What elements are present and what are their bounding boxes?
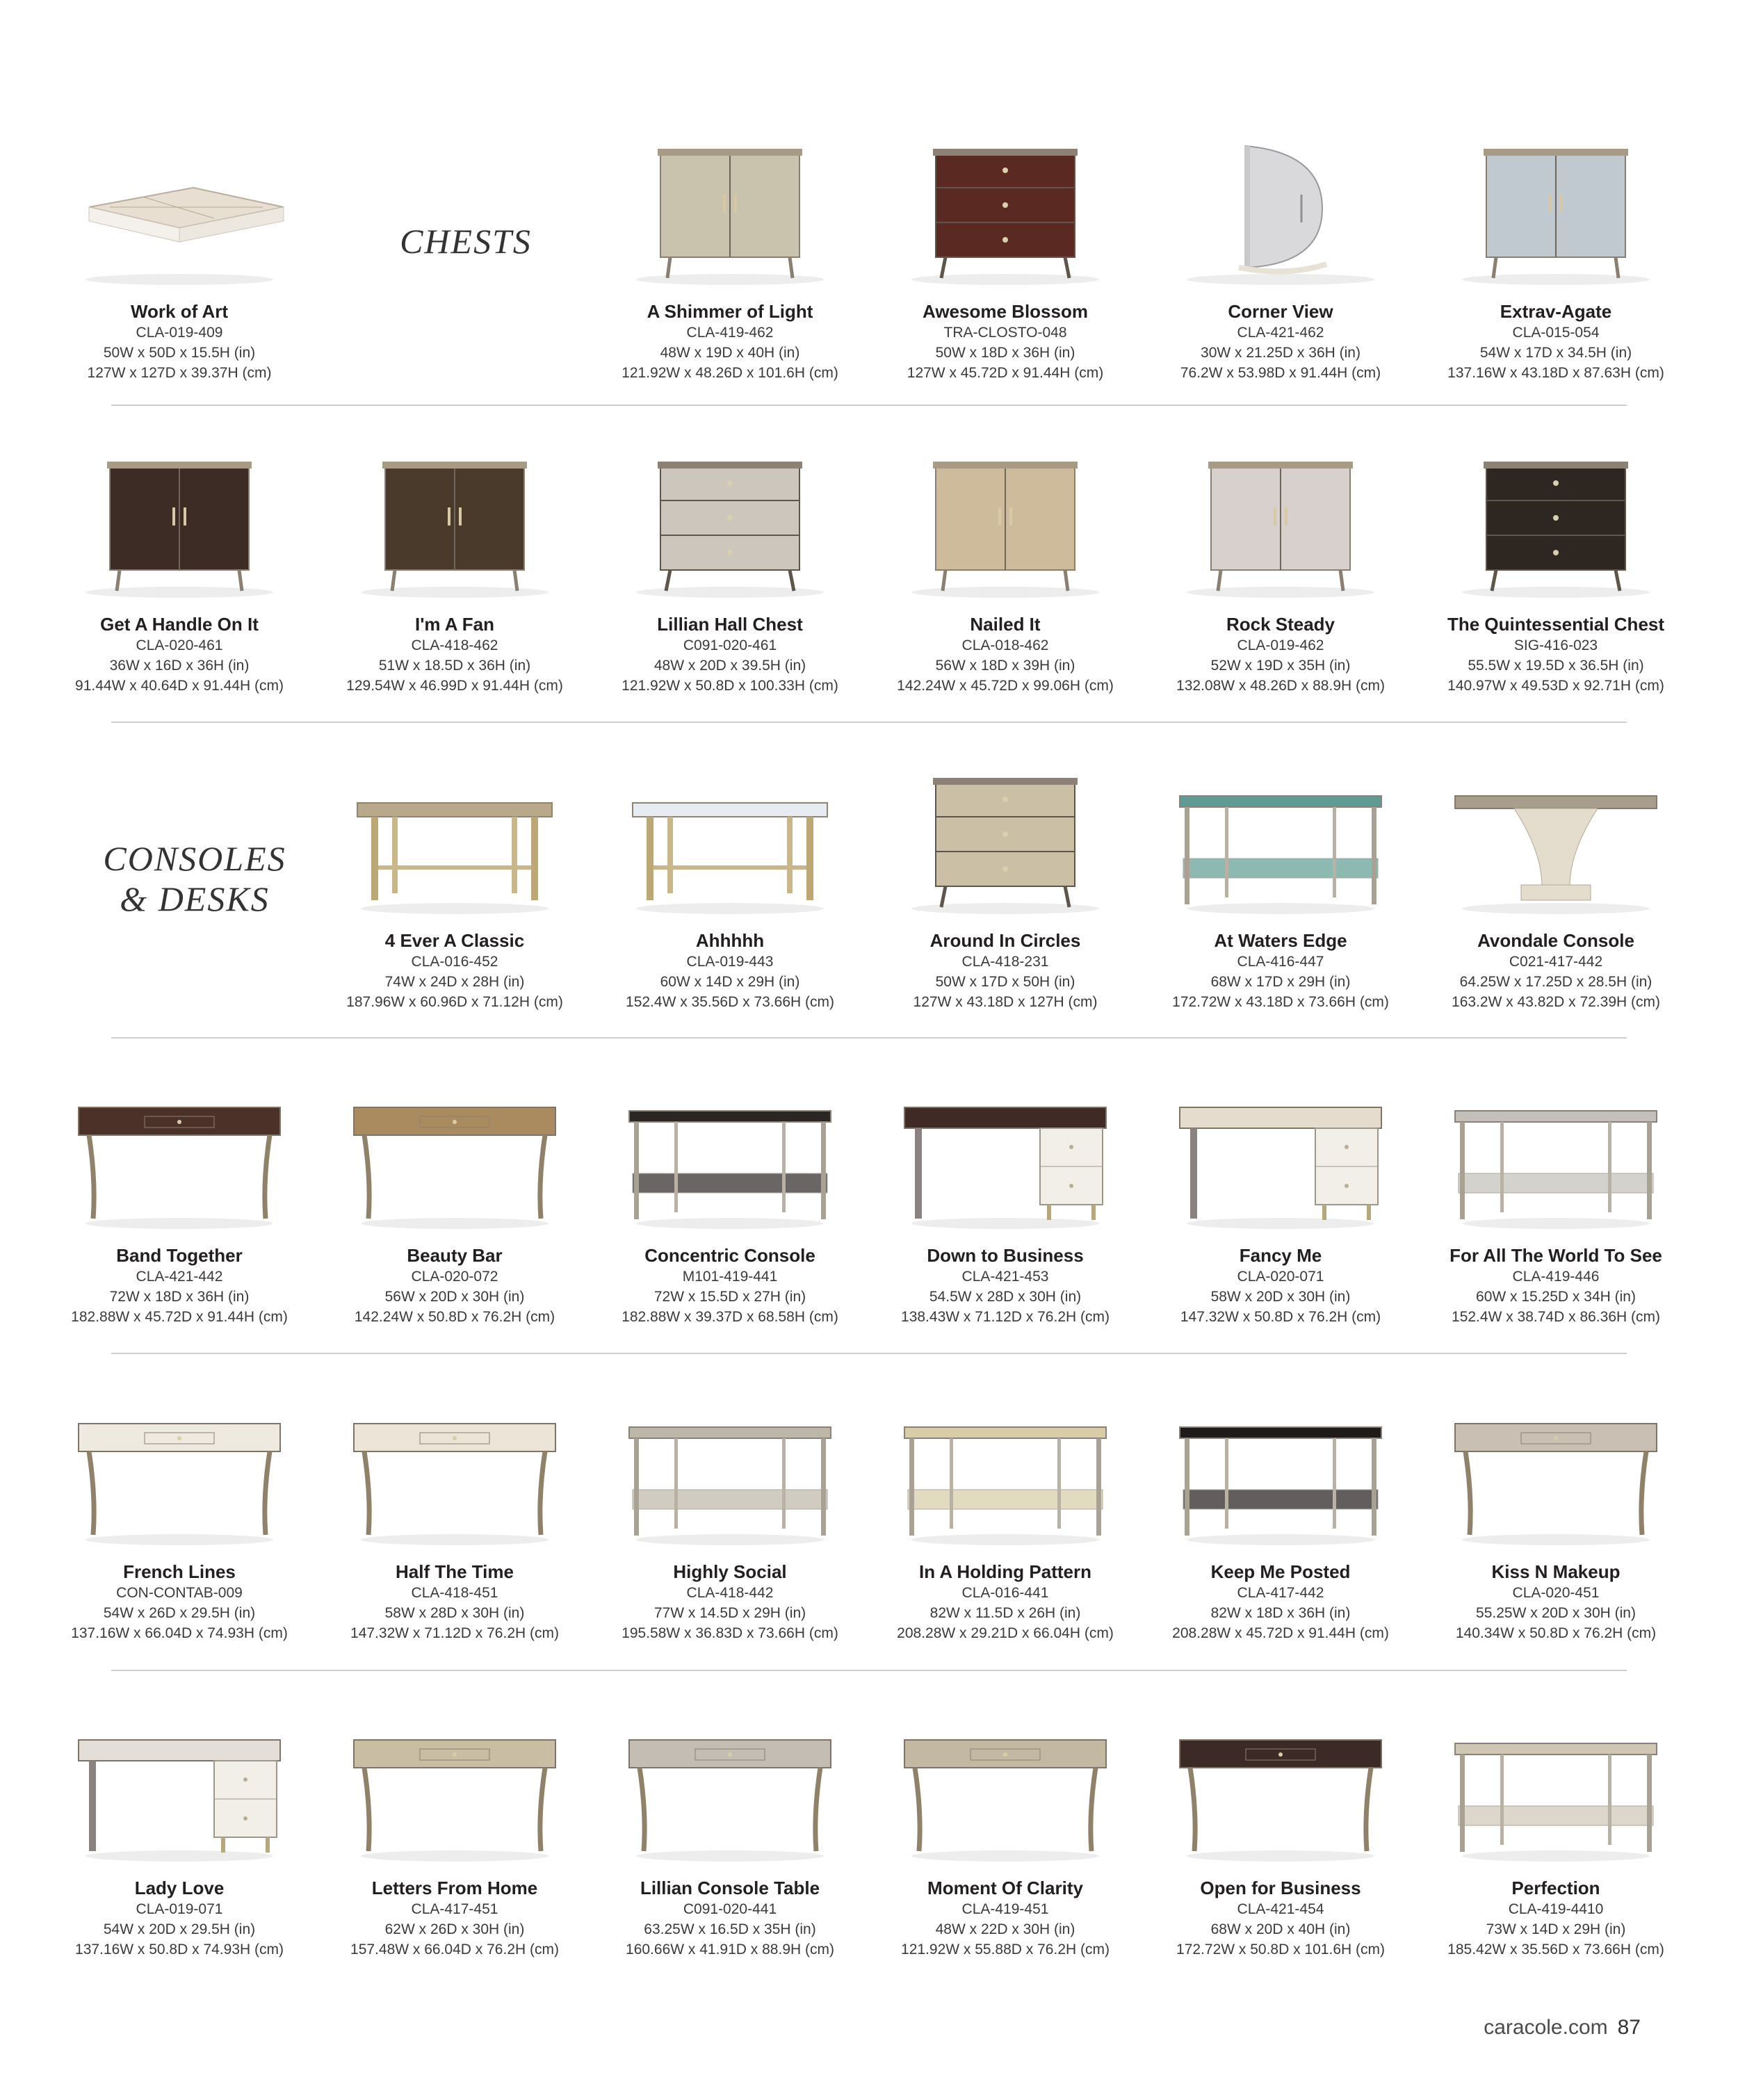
page-footer: [1484, 2016, 1641, 2040]
product-image[interactable]: [54, 431, 304, 612]
section-title-consoles-line2: & DESKS: [120, 879, 270, 918]
section-title-chests-text: CHESTS: [400, 222, 532, 261]
product-sku: CLA-421-442: [136, 1269, 223, 1285]
product-info: [1418, 929, 1694, 1012]
product-sku: CLA-016-452: [411, 954, 498, 970]
product-dimensions-cm: 182.88W x 39.37D x 68.58H (cm): [622, 1309, 838, 1325]
product-dimensions-in: 58W x 28D x 30H (in): [384, 1605, 525, 1621]
product-sku: CLA-020-072: [411, 1269, 498, 1285]
product-image[interactable]: [330, 747, 580, 928]
product-image[interactable]: [1431, 1378, 1681, 1559]
product-dimensions-cm: 208.28W x 45.72D x 91.44H (cm): [1172, 1625, 1389, 1641]
product-info: [868, 613, 1143, 696]
product-info: [592, 300, 868, 383]
product-info: [868, 1561, 1143, 1643]
product-image[interactable]: [880, 1695, 1130, 1875]
product-image[interactable]: [330, 1695, 580, 1875]
product-info: [1143, 1244, 1418, 1327]
product-card[interactable]: [592, 1695, 868, 2001]
product-dimensions-in: 82W x 18D x 36H (in): [1210, 1605, 1351, 1621]
product-card[interactable]: [1418, 1062, 1694, 1368]
section-title-chests: [355, 221, 577, 261]
product-info: [1143, 929, 1418, 1012]
product-image[interactable]: [605, 1378, 855, 1559]
product-dimensions-in: 60W x 15.25D x 34H (in): [1476, 1289, 1636, 1305]
product-name[interactable]: Letters From Home: [371, 1878, 538, 1898]
product-dimensions-in: 51W x 18.5D x 36H (in): [378, 658, 531, 674]
product-card[interactable]: [317, 1062, 592, 1368]
product-dimensions-cm: 127W x 43.18D x 127H (cm): [913, 994, 1098, 1010]
product-dimensions-in: 64.25W x 17.25D x 28.5H (in): [1459, 974, 1652, 990]
product-info: [1143, 613, 1418, 696]
product-info: [1143, 1877, 1418, 1960]
product-dimensions-cm: 152.4W x 35.56D x 73.66H (cm): [626, 994, 834, 1010]
product-info: [868, 1244, 1143, 1327]
product-info: [592, 1244, 868, 1327]
product-row: [42, 1062, 1696, 1368]
product-dimensions-cm: 91.44W x 40.64D x 91.44H (cm): [75, 678, 284, 694]
product-dimensions-cm: 195.58W x 36.83D x 73.66H (cm): [622, 1625, 838, 1641]
product-name[interactable]: Concentric Console: [644, 1245, 815, 1266]
product-sku: CLA-019-071: [136, 1901, 223, 1917]
product-name[interactable]: Lillian Console Table: [640, 1878, 820, 1898]
product-name[interactable]: A Shimmer of Light: [647, 301, 813, 322]
product-sku: CLA-419-462: [686, 325, 774, 341]
product-sku: CLA-018-462: [961, 637, 1049, 653]
product-card[interactable]: [317, 1378, 592, 1684]
product-name[interactable]: French Lines: [123, 1561, 236, 1582]
product-image[interactable]: [1431, 747, 1681, 928]
product-sku: CLA-019-409: [136, 325, 223, 341]
product-card[interactable]: [1418, 1378, 1694, 1684]
row-divider: [111, 1670, 1627, 1671]
product-image[interactable]: [605, 1695, 855, 1875]
product-dimensions-in: 55.5W x 19.5D x 36.5H (in): [1468, 658, 1644, 674]
product-sku: CLA-020-451: [1512, 1585, 1600, 1601]
product-dimensions-cm: 127W x 45.72D x 91.44H (cm): [907, 365, 1104, 381]
product-info: [592, 1561, 868, 1643]
product-card[interactable]: [1143, 747, 1418, 1053]
product-image[interactable]: [330, 1062, 580, 1243]
product-name[interactable]: For All The World To See: [1449, 1245, 1662, 1266]
product-dimensions-cm: 137.16W x 43.18D x 87.63H (cm): [1447, 365, 1664, 381]
product-dimensions-cm: 138.43W x 71.12D x 76.2H (cm): [901, 1309, 1110, 1325]
product-sku: CLA-418-462: [411, 637, 498, 653]
product-name[interactable]: Get A Handle On It: [100, 614, 259, 635]
product-name[interactable]: Extrav-Agate: [1500, 301, 1612, 322]
product-image[interactable]: [54, 1695, 304, 1875]
product-sku: SIG-416-023: [1513, 637, 1598, 653]
product-dimensions-cm: 137.16W x 66.04D x 74.93H (cm): [71, 1625, 288, 1641]
product-info: [592, 929, 868, 1012]
product-image[interactable]: [1431, 1695, 1681, 1875]
product-card[interactable]: [868, 118, 1143, 424]
product-image[interactable]: [1155, 431, 1406, 612]
product-dimensions-cm: 121.92W x 48.26D x 101.6H (cm): [622, 365, 838, 381]
product-card[interactable]: [868, 747, 1143, 1053]
product-sku: CLA-019-462: [1237, 637, 1324, 653]
product-card[interactable]: [42, 1695, 317, 2001]
product-name[interactable]: Corner View: [1228, 301, 1333, 322]
product-sku: CLA-016-441: [961, 1585, 1049, 1601]
product-image[interactable]: [880, 431, 1130, 612]
product-sku: CLA-419-451: [961, 1901, 1049, 1917]
product-dimensions-in: 54W x 26D x 29.5H (in): [103, 1605, 256, 1621]
product-dimensions-in: 63.25W x 16.5D x 35H (in): [644, 1921, 816, 1937]
product-image[interactable]: [880, 1062, 1130, 1243]
product-dimensions-cm: 147.32W x 50.8D x 76.2H (cm): [1180, 1309, 1381, 1325]
product-dimensions-cm: 163.2W x 43.82D x 72.39H (cm): [1452, 994, 1660, 1010]
product-dimensions-in: 54.5W x 28D x 30H (in): [929, 1289, 1082, 1305]
product-dimensions-in: 58W x 20D x 30H (in): [1210, 1289, 1351, 1305]
product-card[interactable]: [592, 747, 868, 1053]
product-dimensions-in: 50W x 18D x 36H (in): [935, 345, 1075, 361]
product-sku: CLA-417-451: [411, 1901, 498, 1917]
product-dimensions-cm: 140.34W x 50.8D x 76.2H (cm): [1455, 1625, 1657, 1641]
product-image[interactable]: [1155, 1695, 1406, 1875]
product-dimensions-cm: 121.92W x 55.88D x 76.2H (cm): [901, 1942, 1110, 1957]
section-title-consoles-line1: CONSOLES: [103, 839, 286, 878]
product-name[interactable]: Keep Me Posted: [1210, 1561, 1351, 1582]
product-image[interactable]: [1155, 118, 1406, 299]
product-image[interactable]: [605, 747, 855, 928]
product-dimensions-cm: 129.54W x 46.99D x 91.44H (cm): [346, 678, 563, 694]
product-row: [42, 431, 1696, 737]
product-name[interactable]: At Waters Edge: [1214, 930, 1347, 951]
product-sku: CLA-419-4410: [1508, 1901, 1604, 1917]
product-dimensions-cm: 132.08W x 48.26D x 88.9H (cm): [1176, 678, 1385, 694]
product-dimensions-in: 72W x 15.5D x 27H (in): [653, 1289, 806, 1305]
product-name[interactable]: Awesome Blossom: [923, 301, 1088, 322]
product-dimensions-cm: 140.97W x 49.53D x 92.71H (cm): [1447, 678, 1664, 694]
product-sku: CLA-020-071: [1237, 1269, 1324, 1285]
product-dimensions-in: 48W x 19D x 40H (in): [660, 345, 800, 361]
product-info: [317, 1561, 592, 1643]
product-card[interactable]: [42, 118, 317, 424]
product-card[interactable]: [1418, 118, 1694, 424]
product-dimensions-in: 50W x 17D x 50H (in): [935, 974, 1075, 990]
product-sku: CLA-416-447: [1237, 954, 1324, 970]
product-name[interactable]: 4 Ever A Classic: [384, 930, 525, 951]
product-name[interactable]: Around In Circles: [929, 930, 1081, 951]
product-name[interactable]: Open for Business: [1200, 1878, 1361, 1898]
product-image[interactable]: [1431, 1062, 1681, 1243]
product-dimensions-in: 48W x 22D x 30H (in): [935, 1921, 1075, 1937]
product-info: [1418, 300, 1694, 383]
product-dimensions-in: 48W x 20D x 39.5H (in): [653, 658, 806, 674]
product-info: [592, 613, 868, 696]
product-info: [317, 613, 592, 696]
product-info: [42, 613, 317, 696]
product-dimensions-cm: 208.28W x 29.21D x 66.04H (cm): [897, 1625, 1114, 1641]
product-dimensions-cm: 142.24W x 50.8D x 76.2H (cm): [354, 1309, 555, 1325]
product-sku: CLA-421-453: [961, 1269, 1049, 1285]
product-sku: CLA-019-443: [686, 954, 774, 970]
section-title-consoles-desks: [56, 838, 334, 919]
product-dimensions-cm: 76.2W x 53.98D x 91.44H (cm): [1180, 365, 1381, 381]
product-dimensions-in: 54W x 17D x 34.5H (in): [1479, 345, 1632, 361]
product-name[interactable]: Beauty Bar: [407, 1245, 503, 1266]
product-info: [42, 1561, 317, 1643]
product-row: [42, 1695, 1696, 2001]
product-name[interactable]: Ahhhhh: [695, 930, 765, 951]
row-divider: [111, 722, 1627, 723]
product-dimensions-in: 74W x 24D x 28H (in): [384, 974, 525, 990]
product-card[interactable]: [592, 118, 868, 424]
product-name[interactable]: Highly Social: [673, 1561, 787, 1582]
product-dimensions-cm: 152.4W x 38.74D x 86.36H (cm): [1452, 1309, 1660, 1325]
product-name[interactable]: Avondale Console: [1477, 930, 1634, 951]
product-dimensions-in: 50W x 50D x 15.5H (in): [103, 345, 256, 361]
product-dimensions-cm: 160.66W x 41.91D x 88.9H (cm): [626, 1942, 834, 1957]
product-dimensions-in: 30W x 21.25D x 36H (in): [1201, 345, 1361, 361]
product-name[interactable]: Lillian Hall Chest: [657, 614, 803, 635]
product-card[interactable]: [868, 1062, 1143, 1368]
product-name[interactable]: The Quintessential Chest: [1447, 614, 1665, 635]
product-info: [42, 1244, 317, 1327]
row-divider: [111, 1037, 1627, 1039]
product-info: [1418, 1877, 1694, 1960]
product-image[interactable]: [54, 1062, 304, 1243]
product-dimensions-cm: 185.42W x 35.56D x 73.66H (cm): [1447, 1942, 1664, 1957]
product-info: [1143, 300, 1418, 383]
product-card[interactable]: [1143, 118, 1418, 424]
product-image[interactable]: [1431, 118, 1681, 299]
product-card[interactable]: [592, 1378, 868, 1684]
footer-site[interactable]: caracole.com: [1484, 2016, 1608, 2039]
product-card[interactable]: [42, 1062, 317, 1368]
product-info: [868, 300, 1143, 383]
product-info: [317, 1244, 592, 1327]
product-image[interactable]: [54, 1378, 304, 1559]
product-sku: CON-CONTAB-009: [116, 1585, 243, 1601]
product-name[interactable]: Perfection: [1511, 1878, 1600, 1898]
product-card[interactable]: [868, 431, 1143, 737]
product-name[interactable]: Band Together: [116, 1245, 243, 1266]
product-sku: CLA-418-451: [411, 1585, 498, 1601]
product-dimensions-cm: 172.72W x 43.18D x 73.66H (cm): [1172, 994, 1389, 1010]
product-sku: M101-419-441: [682, 1269, 778, 1285]
product-name[interactable]: Rock Steady: [1226, 614, 1335, 635]
product-image[interactable]: [330, 1378, 580, 1559]
product-dimensions-cm: 121.92W x 50.8D x 100.33H (cm): [622, 678, 838, 694]
product-name[interactable]: Kiss N Makeup: [1491, 1561, 1621, 1582]
product-name[interactable]: Lady Love: [134, 1878, 225, 1898]
product-sku: CLA-418-231: [961, 954, 1049, 970]
product-name[interactable]: Down to Business: [927, 1245, 1084, 1266]
product-info: [592, 1877, 868, 1960]
product-sku: CLA-020-461: [136, 637, 223, 653]
product-card[interactable]: [42, 431, 317, 737]
product-info: [1418, 613, 1694, 696]
row-divider: [111, 1353, 1627, 1354]
product-dimensions-cm: 147.32W x 71.12D x 76.2H (cm): [350, 1625, 559, 1641]
product-image[interactable]: [605, 1062, 855, 1243]
product-sku: CLA-015-054: [1512, 325, 1600, 341]
product-dimensions-in: 72W x 18D x 36H (in): [109, 1289, 250, 1305]
product-image[interactable]: [880, 118, 1130, 299]
product-dimensions-in: 73W x 14D x 29H (in): [1486, 1921, 1626, 1937]
product-image[interactable]: [880, 1378, 1130, 1559]
product-sku: C091-020-461: [683, 637, 777, 653]
product-info: [1418, 1561, 1694, 1643]
product-dimensions-cm: 142.24W x 45.72D x 99.06H (cm): [897, 678, 1114, 694]
product-image[interactable]: [605, 431, 855, 612]
product-image[interactable]: [605, 118, 855, 299]
product-dimensions-cm: 187.96W x 60.96D x 71.12H (cm): [346, 994, 563, 1010]
product-row: [42, 1378, 1696, 1684]
product-dimensions-in: 52W x 19D x 35H (in): [1210, 658, 1351, 674]
product-dimensions-cm: 182.88W x 45.72D x 91.44H (cm): [71, 1309, 288, 1325]
product-row: [42, 118, 1696, 424]
product-info: [868, 1877, 1143, 1960]
product-image[interactable]: [1155, 747, 1406, 928]
product-card[interactable]: [317, 1695, 592, 2001]
product-dimensions-in: 62W x 26D x 30H (in): [384, 1921, 525, 1937]
product-image[interactable]: [54, 118, 304, 299]
product-dimensions-cm: 127W x 127D x 39.37H (cm): [87, 365, 272, 381]
product-dimensions-cm: 172.72W x 50.8D x 101.6H (cm): [1176, 1942, 1385, 1957]
product-card[interactable]: [1143, 1062, 1418, 1368]
product-card[interactable]: [868, 1695, 1143, 2001]
product-card[interactable]: [1418, 1695, 1694, 2001]
product-image[interactable]: [1431, 431, 1681, 612]
product-sku: CLA-421-462: [1237, 325, 1324, 341]
product-info: [1418, 1244, 1694, 1327]
product-name[interactable]: Work of Art: [130, 301, 229, 322]
product-card[interactable]: [592, 1062, 868, 1368]
product-info: [317, 929, 592, 1012]
product-dimensions-in: 55.25W x 20D x 30H (in): [1476, 1605, 1636, 1621]
product-card[interactable]: [592, 431, 868, 737]
product-image[interactable]: [880, 747, 1130, 928]
product-dimensions-in: 60W x 14D x 29H (in): [660, 974, 800, 990]
product-dimensions-cm: 157.48W x 66.04D x 76.2H (cm): [350, 1942, 559, 1957]
product-card[interactable]: [317, 431, 592, 737]
product-card[interactable]: [868, 1378, 1143, 1684]
product-dimensions-in: 77W x 14.5D x 29H (in): [653, 1605, 806, 1621]
product-sku: CLA-421-454: [1237, 1901, 1324, 1917]
product-name[interactable]: Fancy Me: [1239, 1245, 1322, 1266]
product-name[interactable]: In A Holding Pattern: [919, 1561, 1091, 1582]
product-dimensions-in: 82W x 11.5D x 26H (in): [929, 1605, 1081, 1621]
product-card[interactable]: [1418, 431, 1694, 737]
page-number: 87: [1617, 2016, 1641, 2039]
product-name[interactable]: Nailed It: [970, 614, 1041, 635]
product-name[interactable]: I'm A Fan: [414, 614, 495, 635]
product-dimensions-in: 36W x 16D x 36H (in): [109, 658, 250, 674]
product-info: [42, 1877, 317, 1960]
product-dimensions-in: 68W x 20D x 40H (in): [1210, 1921, 1351, 1937]
product-info: [42, 300, 317, 383]
product-card[interactable]: [1418, 747, 1694, 1053]
product-card[interactable]: [317, 747, 592, 1053]
product-sku: CLA-418-442: [686, 1585, 774, 1601]
product-sku: C021-417-442: [1509, 954, 1603, 970]
product-image[interactable]: [1155, 1062, 1406, 1243]
product-image[interactable]: [330, 431, 580, 612]
product-name[interactable]: Half The Time: [395, 1561, 514, 1582]
product-info: [1143, 1561, 1418, 1643]
product-card[interactable]: [1143, 431, 1418, 737]
product-card[interactable]: [1143, 1378, 1418, 1684]
product-dimensions-in: 68W x 17D x 29H (in): [1210, 974, 1351, 990]
product-sku: C091-020-441: [683, 1901, 777, 1917]
row-divider: [111, 405, 1627, 406]
product-dimensions-in: 56W x 18D x 39H (in): [935, 658, 1075, 674]
product-sku: CLA-417-442: [1237, 1585, 1324, 1601]
product-card[interactable]: [42, 1378, 317, 1684]
product-info: [868, 929, 1143, 1012]
product-card[interactable]: [1143, 1695, 1418, 2001]
product-dimensions-in: 54W x 20D x 29.5H (in): [103, 1921, 256, 1937]
product-sku: CLA-419-446: [1512, 1269, 1600, 1285]
product-name[interactable]: Moment Of Clarity: [927, 1878, 1083, 1898]
product-dimensions-in: 56W x 20D x 30H (in): [384, 1289, 525, 1305]
product-image[interactable]: [1155, 1378, 1406, 1559]
product-dimensions-cm: 137.16W x 50.8D x 74.93H (cm): [75, 1942, 284, 1957]
product-sku: TRA-CLOSTO-048: [943, 325, 1067, 341]
product-info: [317, 1877, 592, 1960]
